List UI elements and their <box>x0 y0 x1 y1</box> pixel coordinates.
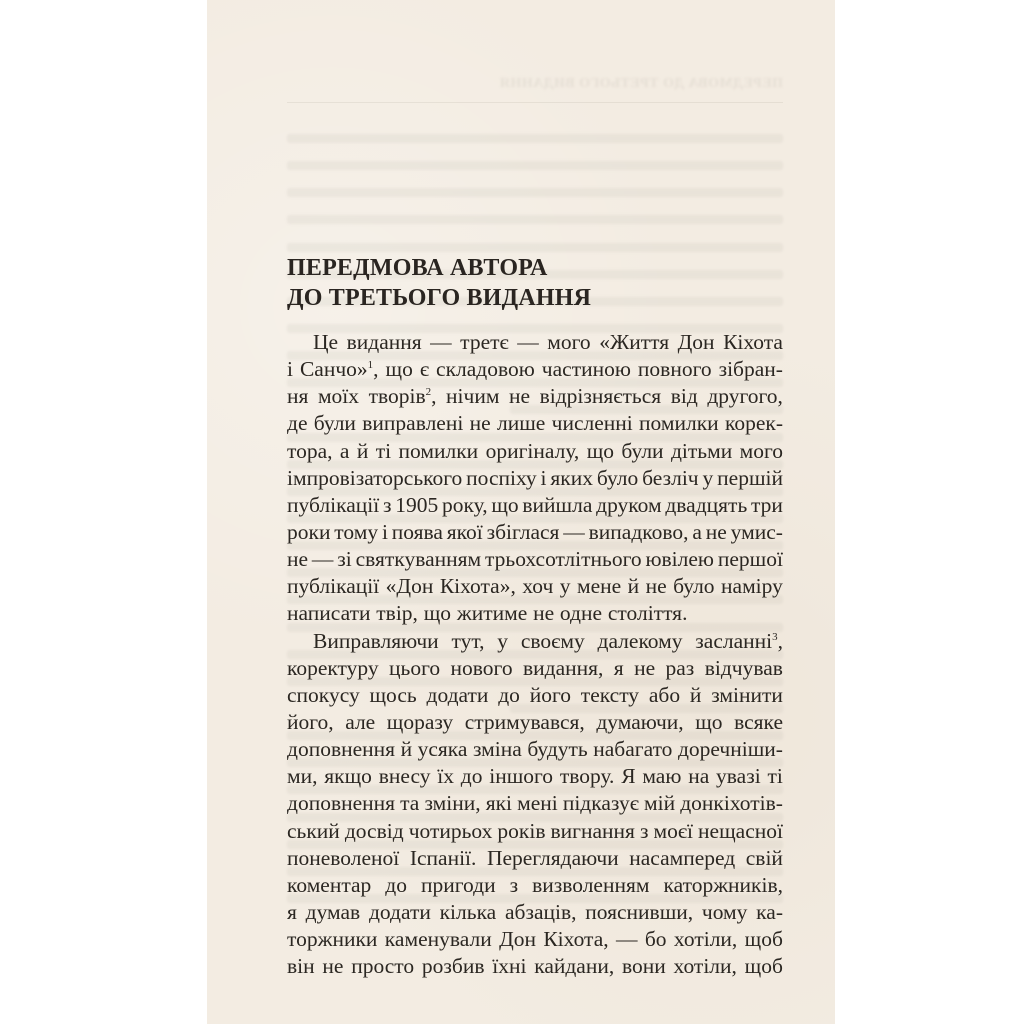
text-line <box>287 763 783 790</box>
section-title-line-1: ПЕРЕДМОВА АВТОРА <box>287 255 548 281</box>
show-through-header: ПЕРЕДМОВА ДО ТРЕТЬОГО ВИДАННЯ <box>499 76 783 91</box>
word: не <box>533 601 555 626</box>
word: не <box>705 519 727 544</box>
text-line <box>287 818 783 845</box>
text-line <box>287 682 783 709</box>
word: корек- <box>724 411 783 436</box>
body-text <box>287 329 783 980</box>
word: були <box>313 411 356 436</box>
word: доречніши- <box>677 737 783 762</box>
word: численні <box>551 411 633 436</box>
word: Іспанії. <box>409 845 477 870</box>
word: у <box>559 574 571 599</box>
word: тексту <box>580 682 640 707</box>
word: раз <box>665 655 695 680</box>
word: до <box>498 682 520 707</box>
word: змінити <box>711 682 783 707</box>
word: бо <box>644 927 667 952</box>
word: насамперед <box>629 845 736 870</box>
text-line <box>287 899 783 926</box>
word: донкіхотів- <box>680 791 783 816</box>
word: століття. <box>607 601 688 626</box>
word: з <box>382 492 392 517</box>
word: збіглася <box>486 519 560 544</box>
word: кайдани, <box>534 954 615 979</box>
text-line <box>287 872 783 899</box>
word: імпровізаторського <box>287 465 463 490</box>
word: поява <box>391 519 443 544</box>
word: безліч <box>642 465 699 490</box>
word: я <box>287 899 297 924</box>
text-line <box>287 356 783 383</box>
word: усяка <box>417 737 468 762</box>
word: умис- <box>730 519 783 544</box>
word: публікації <box>287 492 380 517</box>
word: розбив <box>421 954 485 979</box>
word: тому <box>334 519 379 544</box>
word: що <box>491 492 519 517</box>
word: вони <box>622 954 666 979</box>
word: й <box>689 682 702 707</box>
word: — <box>563 519 585 544</box>
word: — <box>616 927 638 952</box>
word: хотіли, <box>673 927 738 952</box>
word: щоразу <box>386 709 454 734</box>
word: додати <box>368 899 431 924</box>
word: частиною <box>541 357 631 382</box>
text-line <box>287 492 783 519</box>
word: років <box>497 818 546 843</box>
word: ми, <box>287 764 318 789</box>
word: зміна <box>472 737 522 762</box>
word: мене <box>576 574 622 599</box>
word: двадцять <box>665 492 748 517</box>
word: не <box>509 384 531 409</box>
text-line <box>287 600 783 627</box>
word: хоч <box>522 574 554 599</box>
word: додати <box>426 682 489 707</box>
word: й <box>627 574 640 599</box>
word: є <box>419 357 430 382</box>
word: виправлені <box>362 411 464 436</box>
word: ка- <box>756 899 783 924</box>
paragraph <box>287 628 783 981</box>
text-line <box>287 709 783 736</box>
word: нещасної <box>698 818 783 843</box>
book-page <box>207 0 835 1024</box>
word: доповнення <box>287 791 396 816</box>
text-line <box>287 410 783 437</box>
word: Кіхота <box>723 330 783 354</box>
word: або <box>648 682 681 707</box>
word: але <box>345 709 376 734</box>
word: досвід <box>344 818 404 843</box>
word: публікації <box>287 574 380 599</box>
word: їх <box>437 764 454 789</box>
word: відрізняється <box>539 384 662 409</box>
text-block <box>287 253 783 980</box>
word: доповнення <box>287 737 396 762</box>
text-line <box>287 546 783 573</box>
word: щоб <box>744 954 783 979</box>
word: моїх <box>317 384 360 409</box>
word: що <box>586 438 615 463</box>
word: абзаців, <box>504 899 577 924</box>
word: де <box>287 411 308 436</box>
word: зібран- <box>718 357 783 382</box>
word: дітьми <box>670 438 733 463</box>
word: коментар <box>287 872 372 897</box>
word: «Дон <box>385 574 434 599</box>
word: помилки <box>639 411 719 436</box>
word: ювілею <box>645 547 714 572</box>
word: на <box>688 764 710 789</box>
word: першій <box>717 465 783 490</box>
word: поспіху <box>466 465 537 490</box>
word: кілька <box>439 899 497 924</box>
word: Це <box>313 330 339 354</box>
word: Переглядаючи <box>486 845 619 870</box>
word: до <box>460 764 483 789</box>
word: торжники <box>287 927 378 952</box>
word: оригіналу, <box>485 438 580 463</box>
word: твору. <box>559 764 615 789</box>
word: ті <box>375 438 392 463</box>
word: твір, <box>376 601 418 626</box>
word: а <box>339 438 350 463</box>
word: далекому <box>597 628 683 653</box>
word: якщо <box>324 764 372 789</box>
word: свій <box>745 845 783 870</box>
word: ня <box>287 384 309 409</box>
word: лише <box>496 411 546 436</box>
word: Я <box>621 764 636 789</box>
word: мій <box>644 791 676 816</box>
section-title-line-2: ДО ТРЕТЬОГО ВИДАННЯ <box>287 285 592 311</box>
word: його, <box>287 709 334 734</box>
word: другого, <box>707 384 783 409</box>
word: — <box>517 330 539 354</box>
word: і <box>381 519 388 544</box>
word: трьохсотлітнього <box>484 547 642 572</box>
word: будуть <box>527 737 588 762</box>
word: поневоленої <box>287 845 400 870</box>
word: яких <box>550 465 593 490</box>
word: що <box>695 709 723 734</box>
word: Кіхота», <box>439 574 516 599</box>
word: роки <box>287 519 331 544</box>
word: коректуру <box>287 655 379 680</box>
word: одне <box>559 601 603 626</box>
word: ський <box>287 818 340 843</box>
text-line <box>287 383 783 410</box>
word: Виправляючи <box>313 628 439 653</box>
word: складовою <box>436 357 535 382</box>
word: їхні <box>492 954 527 979</box>
word: третє <box>460 330 509 354</box>
word: у <box>702 465 714 490</box>
word: пригоди <box>420 872 496 897</box>
word: було <box>596 465 639 490</box>
word: від <box>670 384 698 409</box>
paragraph <box>287 329 783 628</box>
word: набагато <box>593 737 673 762</box>
word: написати <box>287 601 371 626</box>
text-line <box>287 790 783 817</box>
word: святкуванням <box>355 547 482 572</box>
word: цього <box>389 655 441 680</box>
word: моєї <box>653 818 694 843</box>
word: а <box>692 519 702 544</box>
text-line <box>287 736 783 763</box>
word: Дон <box>499 927 536 952</box>
word: мого <box>739 438 783 463</box>
word: видання, <box>522 655 604 680</box>
word: я <box>613 655 624 680</box>
word: каторжників, <box>663 872 783 897</box>
word: він <box>287 954 315 979</box>
word: першої <box>717 547 783 572</box>
word: нового <box>450 655 513 680</box>
word: і <box>287 357 293 382</box>
word: не <box>634 655 656 680</box>
word: друком <box>596 492 662 517</box>
word: ті <box>767 764 783 789</box>
word: думав <box>305 899 361 924</box>
footnote-marker[interactable]: 1 <box>367 359 374 372</box>
show-through-line <box>287 151 783 178</box>
word: не <box>645 574 667 599</box>
word: його <box>529 682 571 707</box>
word: тут, <box>451 628 485 653</box>
text-line <box>287 845 783 872</box>
word: вигнання <box>550 818 635 843</box>
word: видання <box>346 330 422 354</box>
word: житиме <box>456 601 528 626</box>
text-line <box>287 573 783 600</box>
word: до <box>385 872 407 897</box>
word: не <box>287 547 309 572</box>
word: «Життя <box>599 330 670 354</box>
word: наміру <box>721 574 783 599</box>
word: мого <box>547 330 591 354</box>
word: й <box>400 737 413 762</box>
word: у <box>497 628 509 653</box>
text-line <box>287 329 783 356</box>
word: маю <box>642 764 682 789</box>
word: що <box>385 357 413 382</box>
word: і <box>540 465 547 490</box>
word: хотіли, <box>673 954 737 979</box>
show-through-line <box>287 124 783 151</box>
footnote-marker[interactable]: 2 <box>425 386 432 399</box>
text-line <box>287 438 783 465</box>
text-line <box>287 953 783 980</box>
word: стримувався, <box>464 709 585 734</box>
word: засланні$^3$, <box>695 628 783 653</box>
word: три <box>751 492 783 517</box>
word: 1905 <box>395 492 439 517</box>
word: та <box>400 791 420 816</box>
word: творів$^2$, <box>368 384 437 409</box>
word: Кіхота, <box>543 927 609 952</box>
word: каменували <box>384 927 492 952</box>
word: щось <box>369 682 417 707</box>
word: мені <box>517 791 558 816</box>
word: просто <box>351 954 415 979</box>
word: чому <box>701 899 748 924</box>
word: спокусу <box>287 682 360 707</box>
word: визволенням <box>532 872 650 897</box>
text-line <box>287 926 783 953</box>
word: іншого <box>489 764 554 789</box>
word: всяке <box>734 709 783 734</box>
word: увазі <box>716 764 761 789</box>
word: й <box>356 438 369 463</box>
word: було <box>673 574 715 599</box>
word: що <box>423 601 452 626</box>
text-line <box>287 465 783 492</box>
word: з <box>639 818 649 843</box>
word: повного <box>637 357 712 382</box>
word: — <box>430 330 452 354</box>
word: чотирьох <box>408 818 493 843</box>
show-through-line <box>287 178 783 205</box>
word: — <box>311 547 334 572</box>
word: нічим <box>446 384 500 409</box>
word: які <box>485 791 512 816</box>
word: внесу <box>378 764 431 789</box>
section-title <box>287 253 783 313</box>
word: зі <box>337 547 352 572</box>
word: Санчо»$^1$, <box>299 357 379 382</box>
word: вийшла <box>522 492 593 517</box>
word: підказує <box>562 791 639 816</box>
word: відчував <box>704 655 783 680</box>
text-line <box>287 628 783 655</box>
footnote-marker[interactable]: 3 <box>772 630 778 643</box>
word: якої <box>446 519 483 544</box>
text-line <box>287 655 783 682</box>
word: тора, <box>287 438 333 463</box>
word: зміни, <box>424 791 481 816</box>
word: щоб <box>744 927 783 952</box>
word: були <box>621 438 664 463</box>
word: з <box>509 872 519 897</box>
word: не <box>322 954 344 979</box>
word: випадково, <box>588 519 689 544</box>
show-through-rule <box>287 102 783 103</box>
word: Дон <box>677 330 715 354</box>
word: не <box>469 411 491 436</box>
word: пояснивши, <box>585 899 694 924</box>
show-through-line <box>287 205 783 232</box>
word: думаючи, <box>596 709 684 734</box>
text-line <box>287 519 783 546</box>
word: своєму <box>520 628 585 653</box>
word: року, <box>441 492 488 517</box>
word: помилки <box>398 438 479 463</box>
